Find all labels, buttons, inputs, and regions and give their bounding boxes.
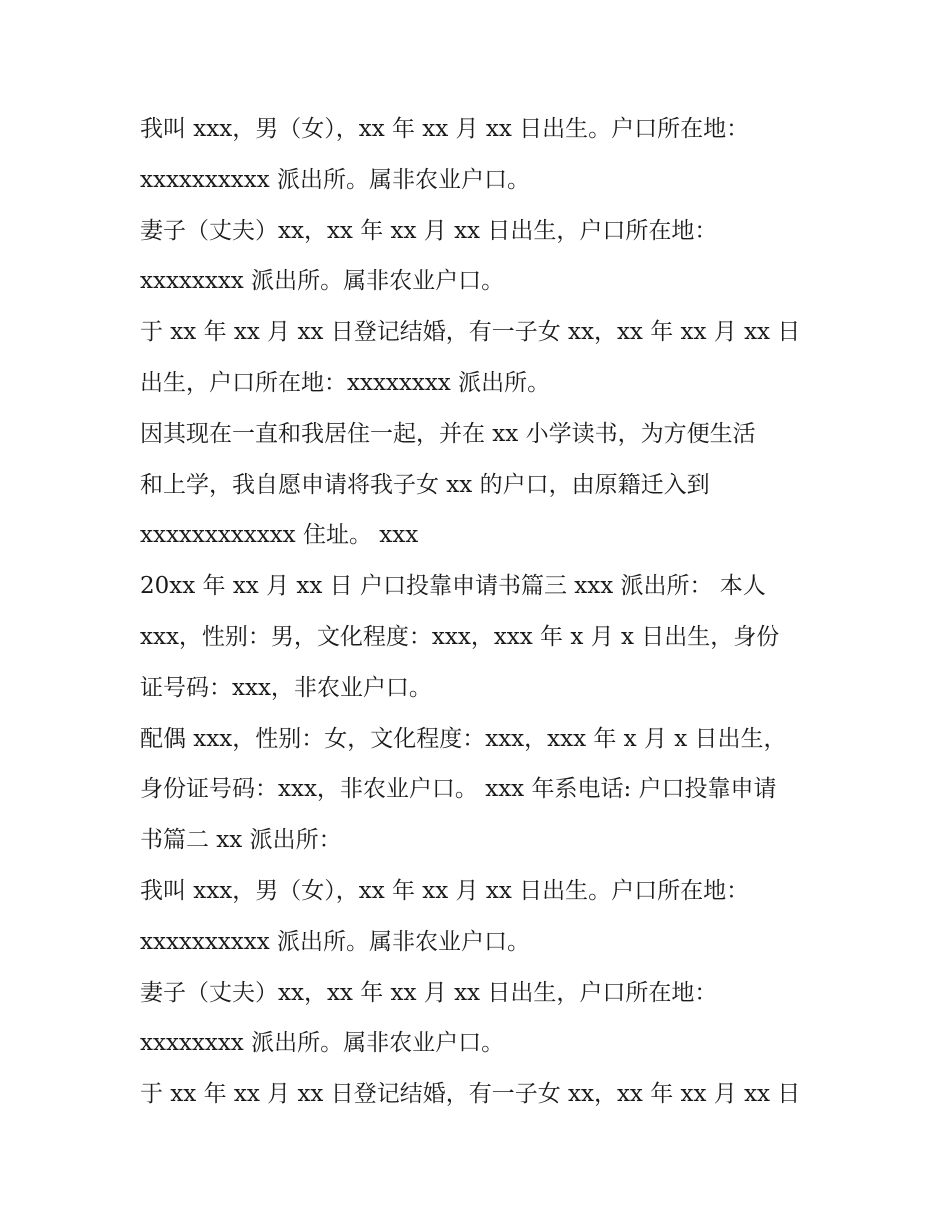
document-body — [140, 104, 830, 1120]
text-line: 身份证号码：xxx，非农业户口。 xxx 年系电话: 户口投靠申请 — [140, 776, 777, 803]
text-line: xxxxxxxx 派出所。属非农业户口。 — [140, 268, 505, 295]
text-line: 证号码：xxx，非农业户口。 — [140, 674, 432, 701]
text-line: 于 xx 年 xx 月 xx 日登记结婚，有一子女 xx，xx 年 xx 月 xx 日 — [140, 319, 801, 346]
text-line: 我叫 xxx，男（女），xx 年 xx 月 xx 日出生。户口所在地： — [140, 877, 750, 904]
text-line: xxx，性别：男，文化程度：xxx，xxx 年 x 月 x 日出生，身份 — [140, 623, 780, 650]
text-line: 妻子（丈夫）xx，xx 年 xx 月 xx 日出生，户口所在地： — [140, 979, 718, 1006]
text-line: 因其现在一直和我居住一起，并在 xx 小学读书，为方便生活 — [140, 420, 756, 447]
text-line: 书篇二 xx 派出所： — [140, 827, 342, 854]
text-line: xxxxxxxxxxxx 住址。 xxx — [140, 522, 419, 549]
text-line: 和上学，我自愿申请将我子女 xx 的户口，由原籍迁入到 — [140, 471, 710, 498]
text-line: 出生，户口所在地：xxxxxxxx 派出所。 — [140, 369, 551, 396]
text-line: 配偶 xxx，性别：女，文化程度：xxx，xxx 年 x 月 x 日出生， — [140, 725, 787, 752]
text-line: 妻子（丈夫）xx，xx 年 xx 月 xx 日出生，户口所在地： — [140, 217, 718, 244]
text-line: 我叫 xxx，男（女），xx 年 xx 月 xx 日出生。户口所在地： — [140, 116, 750, 142]
text-line: xxxxxxxxxx 派出所。属非农业户口。 — [140, 166, 531, 193]
text-line: 20xx 年 xx 月 xx 日 户口投靠申请书篇三 xxx 派出所： 本人 — [140, 573, 766, 600]
text-line: 于 xx 年 xx 月 xx 日登记结婚，有一子女 xx，xx 年 xx 月 xx 日 — [140, 1081, 801, 1108]
text-line: xxxxxxxxxx 派出所。属非农业户口。 — [140, 928, 531, 955]
text-line: xxxxxxxx 派出所。属非农业户口。 — [140, 1030, 505, 1057]
